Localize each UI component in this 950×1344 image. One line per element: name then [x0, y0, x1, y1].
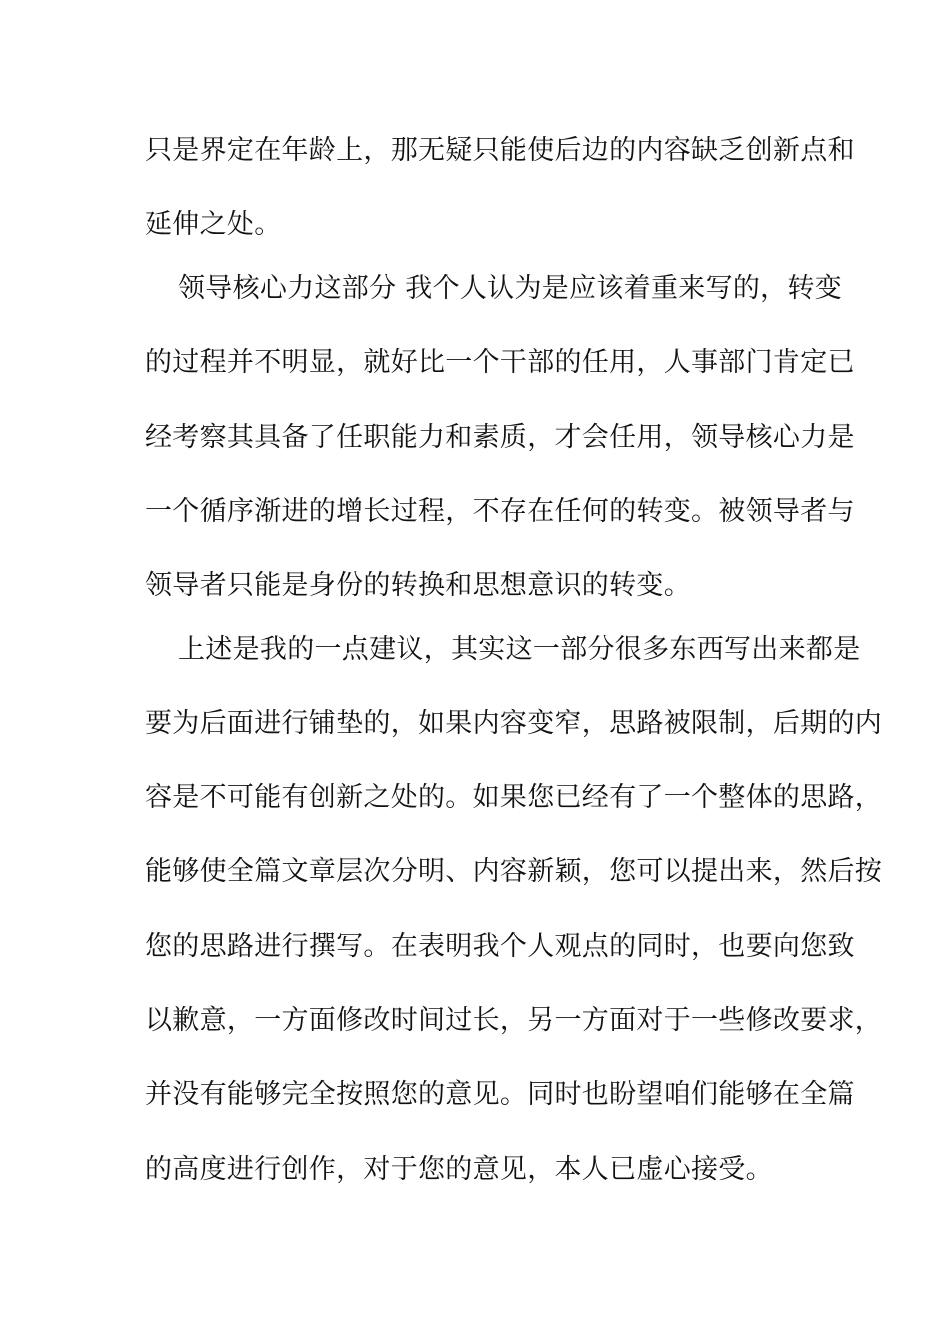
text-line: 领导者只能是身份的转换和思想意识的转变。: [145, 570, 691, 601]
text-line: 延伸之处。: [145, 209, 282, 240]
paragraph-start-line: 上述是我的一点建议，其实这一部分很多东西写出来都是: [178, 634, 861, 665]
text-line: 的过程并不明显，就好比一个干部的任用，人事部门肯定已: [145, 347, 855, 378]
text-line: 经考察其具备了任职能力和素质，才会任用，领导核心力是: [145, 422, 855, 453]
text-line: 一个循序渐进的增长过程，不存在任何的转变。被领导者与: [145, 496, 855, 527]
text-line: 容是不可能有创新之处的。如果您已经有了一个整体的思路，: [145, 782, 883, 813]
text-line: 能够使全篇文章层次分明、内容新颖，您可以提出来，然后按: [145, 856, 883, 887]
text-line: 以歉意，一方面修改时间过长，另一方面对于一些修改要求，: [145, 1005, 883, 1036]
text-line: 并没有能够完全按照您的意见。同时也盼望咱们能够在全篇: [145, 1079, 855, 1110]
paragraph-start-line: 领导核心力这部分 我个人认为是应该着重来写的，转变: [178, 273, 843, 304]
text-line: 的高度进行创作，对于您的意见，本人已虚心接受。: [145, 1154, 773, 1185]
text-line: 只是界定在年龄上，那无疑只能使后边的内容缺乏创新点和: [145, 135, 855, 166]
text-line: 要为后面进行铺垫的，如果内容变窄，思路被限制，后期的内: [145, 708, 883, 739]
text-line: 您的思路进行撰写。在表明我个人观点的同时，也要向您致: [145, 931, 855, 962]
